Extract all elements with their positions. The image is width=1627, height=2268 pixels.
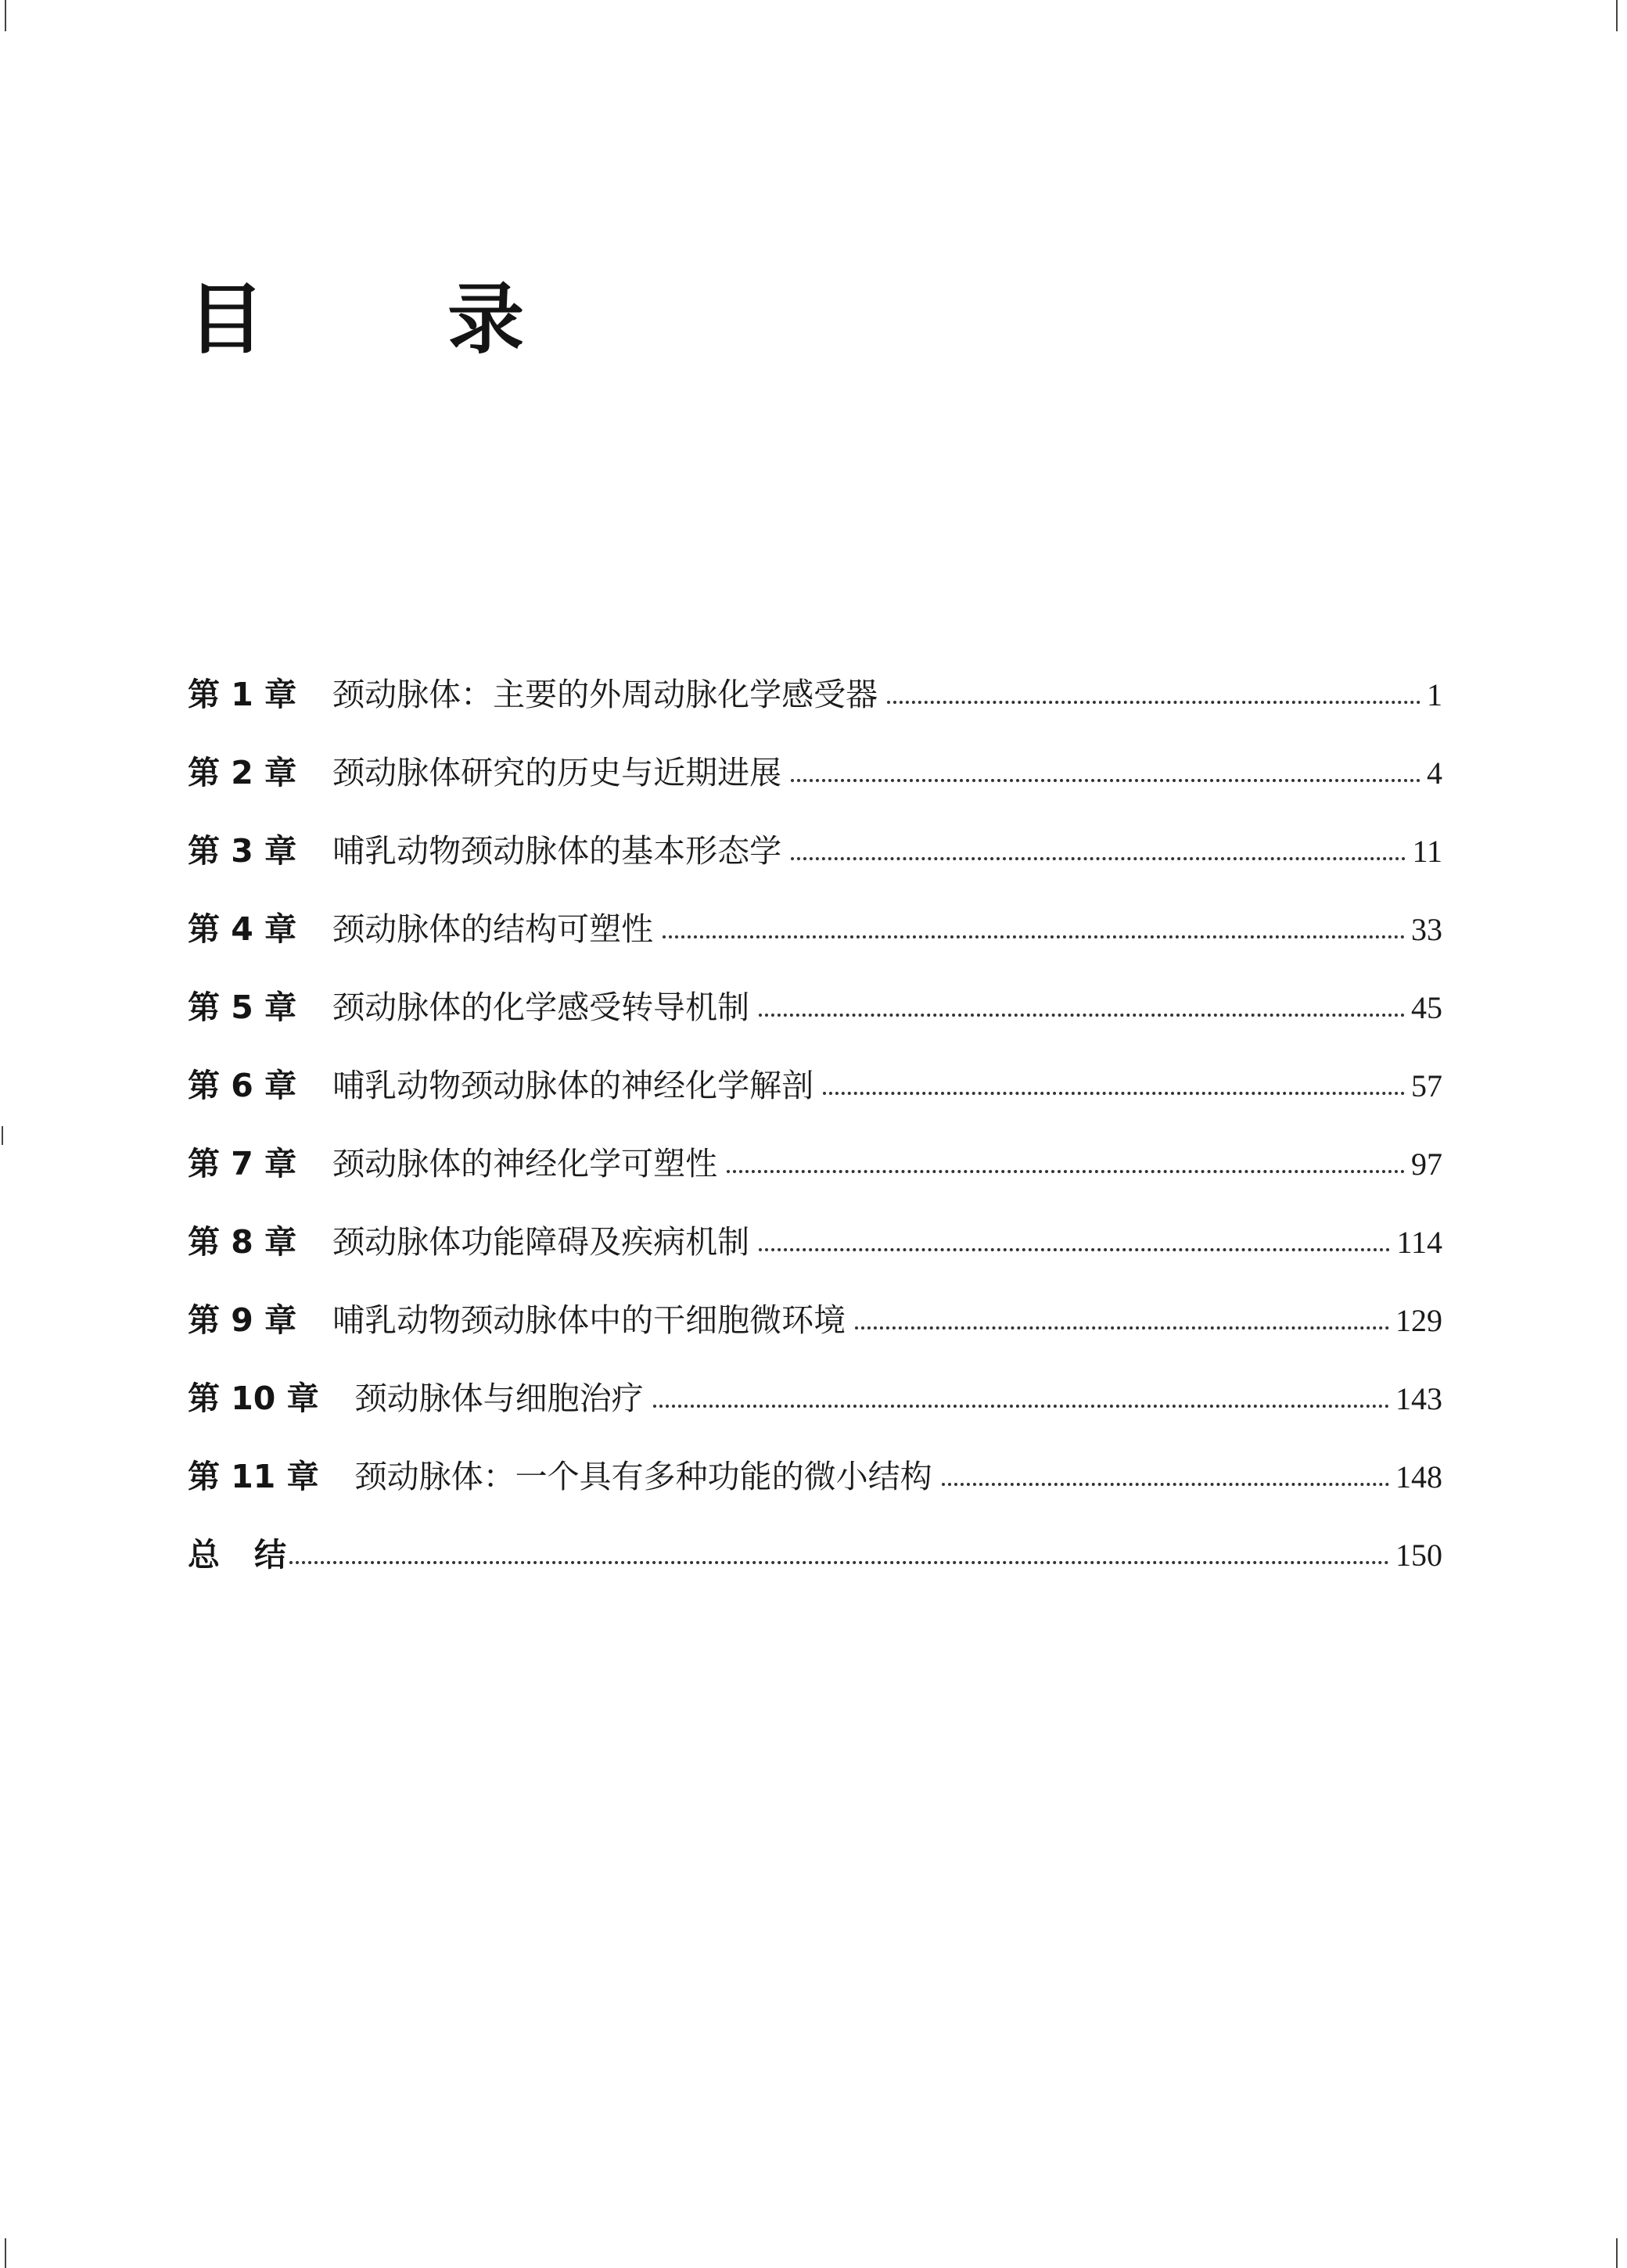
chapter-number: 第 11 章	[188, 1458, 319, 1495]
table-of-contents	[188, 676, 1442, 1617]
page-number: 129	[1395, 1303, 1442, 1338]
toc-entry[interactable]	[188, 1223, 1442, 1304]
page-number: 4	[1427, 755, 1442, 791]
page-number: 57	[1411, 1068, 1442, 1103]
page-number: 33	[1411, 912, 1442, 947]
dot-leader	[791, 857, 1406, 860]
chapter-title: 颈动脉体：主要的外周动脉化学感受器	[332, 676, 878, 713]
toc-entry[interactable]	[188, 1380, 1442, 1461]
page-number: 45	[1411, 990, 1442, 1025]
dot-leader	[289, 1561, 1389, 1564]
crop-mark-top-left	[5, 0, 6, 31]
crop-mark-bottom-left	[5, 2238, 6, 2268]
page-title: 目 录	[188, 275, 603, 364]
chapter-title: 颈动脉体：一个具有多种功能的微小结构	[354, 1458, 932, 1495]
page-number: 148	[1395, 1459, 1442, 1495]
page-number: 11	[1412, 834, 1442, 869]
toc-entry[interactable]	[188, 910, 1442, 992]
page-number: 150	[1395, 1538, 1442, 1573]
toc-entry[interactable]	[188, 832, 1442, 913]
chapter-title: 颈动脉体的神经化学可塑性	[332, 1145, 718, 1182]
crop-mark-top-right	[1616, 0, 1618, 31]
dot-leader	[759, 1248, 1390, 1251]
toc-entry[interactable]	[188, 754, 1442, 835]
chapter-title: 哺乳动物颈动脉体的基本形态学	[332, 832, 782, 870]
chapter-title: 颈动脉体研究的历史与近期进展	[332, 754, 782, 791]
dot-leader	[727, 1170, 1405, 1173]
chapter-number: 第 8 章	[188, 1223, 297, 1261]
page-number: 143	[1395, 1381, 1442, 1416]
chapter-title: 颈动脉体的结构可塑性	[332, 910, 654, 948]
crop-mark-mid-left	[2, 1126, 3, 1145]
dot-leader	[942, 1483, 1389, 1486]
toc-entry[interactable]	[188, 1067, 1442, 1148]
dot-leader	[653, 1405, 1389, 1408]
chapter-title: 哺乳动物颈动脉体中的干细胞微环境	[332, 1301, 846, 1339]
toc-entry[interactable]	[188, 1301, 1442, 1383]
crop-mark-bottom-right	[1616, 2238, 1618, 2268]
chapter-number: 第 4 章	[188, 910, 297, 948]
page-number: 1	[1427, 677, 1442, 712]
chapter-number: 第 10 章	[188, 1380, 319, 1417]
dot-leader	[759, 1014, 1405, 1017]
dot-leader	[823, 1092, 1405, 1095]
summary-label: 总结	[188, 1536, 321, 1574]
chapter-title: 颈动脉体与细胞治疗	[354, 1380, 644, 1417]
chapter-number: 第 6 章	[188, 1067, 297, 1104]
chapter-title: 哺乳动物颈动脉体的神经化学解剖	[332, 1067, 814, 1104]
chapter-number: 第 9 章	[188, 1301, 297, 1339]
chapter-number: 第 2 章	[188, 754, 297, 791]
toc-entry[interactable]	[188, 1145, 1442, 1226]
chapter-number: 第 1 章	[188, 676, 297, 713]
chapter-title: 颈动脉体的化学感受转导机制	[332, 989, 750, 1026]
chapter-number: 第 5 章	[188, 989, 297, 1026]
page-number: 114	[1396, 1225, 1442, 1260]
chapter-number: 第 7 章	[188, 1145, 297, 1182]
dot-leader	[855, 1326, 1389, 1330]
chapter-number: 第 3 章	[188, 832, 297, 870]
toc-entry[interactable]	[188, 1458, 1442, 1539]
toc-entry[interactable]	[188, 676, 1442, 757]
dot-leader	[887, 701, 1420, 704]
toc-entry[interactable]	[188, 989, 1442, 1070]
dot-leader	[663, 935, 1405, 938]
toc-entry-summary[interactable]	[188, 1536, 1442, 1617]
dot-leader	[791, 779, 1420, 782]
chapter-title: 颈动脉体功能障碍及疾病机制	[332, 1223, 750, 1261]
page-number: 97	[1411, 1147, 1442, 1182]
